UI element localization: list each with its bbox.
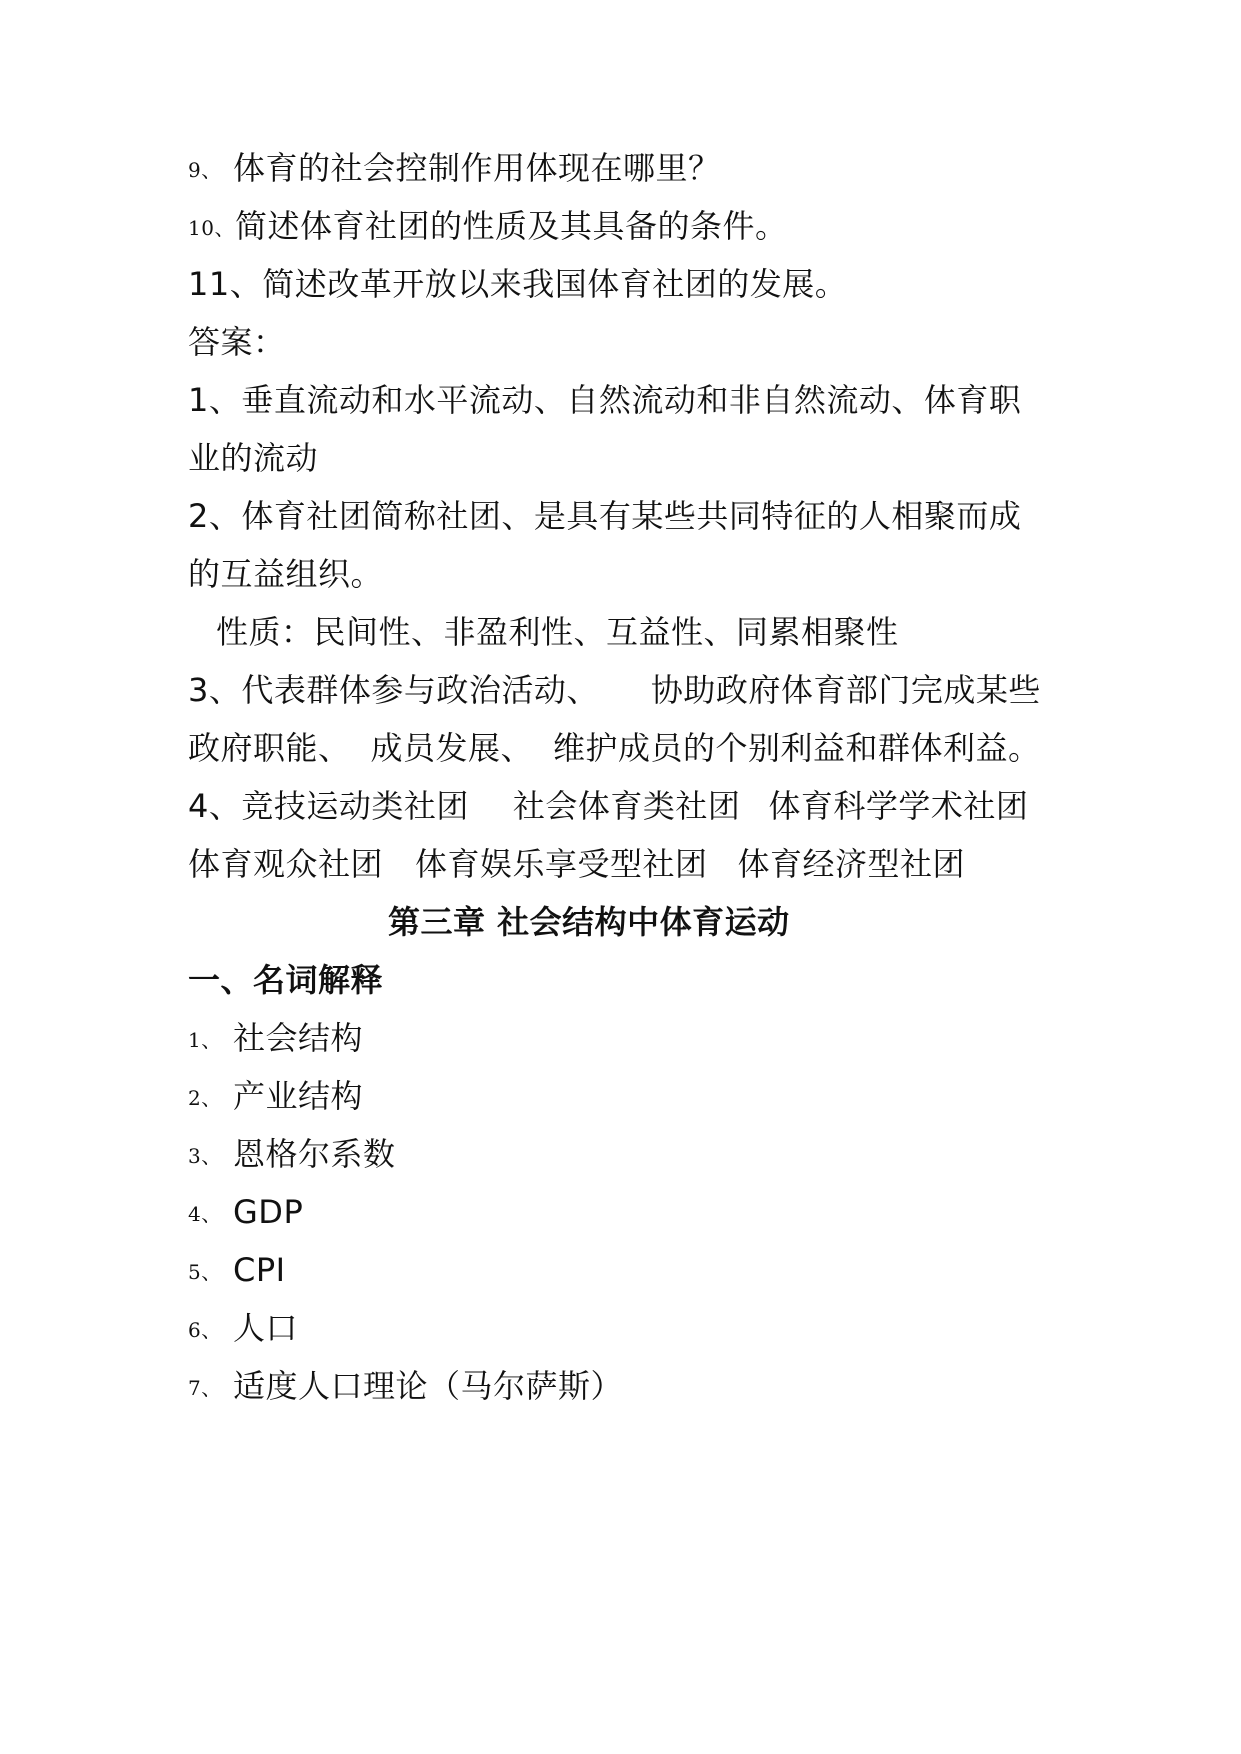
term-number: 1、 (188, 1028, 222, 1052)
answer-3-line-1 (188, 670, 1041, 710)
term-text: CPI (233, 1251, 286, 1289)
term-text: 社会结构 (233, 1019, 364, 1057)
chapter-title: 第三章 社会结构中体育运动 (388, 903, 790, 941)
term-item (188, 1192, 303, 1236)
answer-4-part: 体育科学学术社团 (768, 787, 1029, 825)
question-text: 体育的社会控制作用体现在哪里？ (233, 149, 721, 187)
answer-4-line-1 (188, 786, 1028, 826)
term-number: 4、 (188, 1202, 222, 1226)
term-text: 人口 (233, 1309, 299, 1347)
term-text: 产业结构 (233, 1077, 364, 1115)
answers-heading: 答案： (188, 323, 286, 361)
question-9 (188, 148, 721, 192)
answer-3-part: 协助政府体育部门完成某些 (650, 671, 1041, 709)
answer-4-line-2 (188, 844, 965, 884)
answer-4-part: 体育娱乐享受型社团 (415, 845, 708, 883)
answer-1-line-1: 1、垂直流动和水平流动、自然流动和非自然流动、体育职 (188, 381, 1022, 419)
term-item (188, 1134, 396, 1178)
term-number: 6、 (188, 1318, 222, 1342)
answer-4-part: 4、竞技运动类社团 (188, 787, 469, 825)
question-text: 11、简述改革开放以来我国体育社团的发展。 (188, 265, 848, 303)
answer-3-part: 3、代表群体参与政治活动、 (188, 671, 599, 709)
term-number: 2、 (188, 1086, 222, 1110)
term-item (188, 1308, 298, 1352)
term-number: 7、 (188, 1376, 222, 1400)
term-text: GDP (233, 1193, 304, 1231)
answer-3-line-2 (188, 728, 1041, 768)
question-number: 10、 (188, 216, 235, 240)
question-number: 9、 (188, 158, 222, 182)
question-10 (188, 206, 787, 250)
term-text: 适度人口理论（马尔萨斯） (233, 1367, 624, 1405)
answer-2-line-1: 2、体育社团简称社团、是具有某些共同特征的人相聚而成 (188, 497, 1022, 535)
answer-2-line-2: 的互益组织。 (188, 555, 384, 593)
answer-3-part: 政府职能、 (188, 729, 351, 767)
term-item (188, 1018, 363, 1062)
answer-4-part: 社会体育类社团 (512, 787, 741, 825)
section-heading: 一、名词解释 (188, 961, 384, 999)
term-number: 3、 (188, 1144, 222, 1168)
term-text: 恩格尔系数 (233, 1135, 396, 1173)
question-11 (188, 264, 847, 304)
term-number: 5、 (188, 1260, 222, 1284)
term-item (188, 1366, 623, 1410)
answer-4-part: 体育观众社团 (188, 845, 384, 883)
answer-3-part: 成员发展、 (370, 729, 534, 767)
answer-4-part: 体育经济型社团 (737, 845, 966, 883)
question-text: 简述体育社团的性质及其具备的条件。 (234, 207, 788, 245)
term-item (188, 1250, 286, 1294)
answer-1-line-2: 业的流动 (188, 439, 319, 477)
answer-2-line-3: 性质：民间性、非盈利性、互益性、同累相聚性 (216, 613, 899, 651)
term-item (188, 1076, 363, 1120)
answer-3-part: 维护成员的个别利益和群体利益。 (553, 729, 1041, 767)
